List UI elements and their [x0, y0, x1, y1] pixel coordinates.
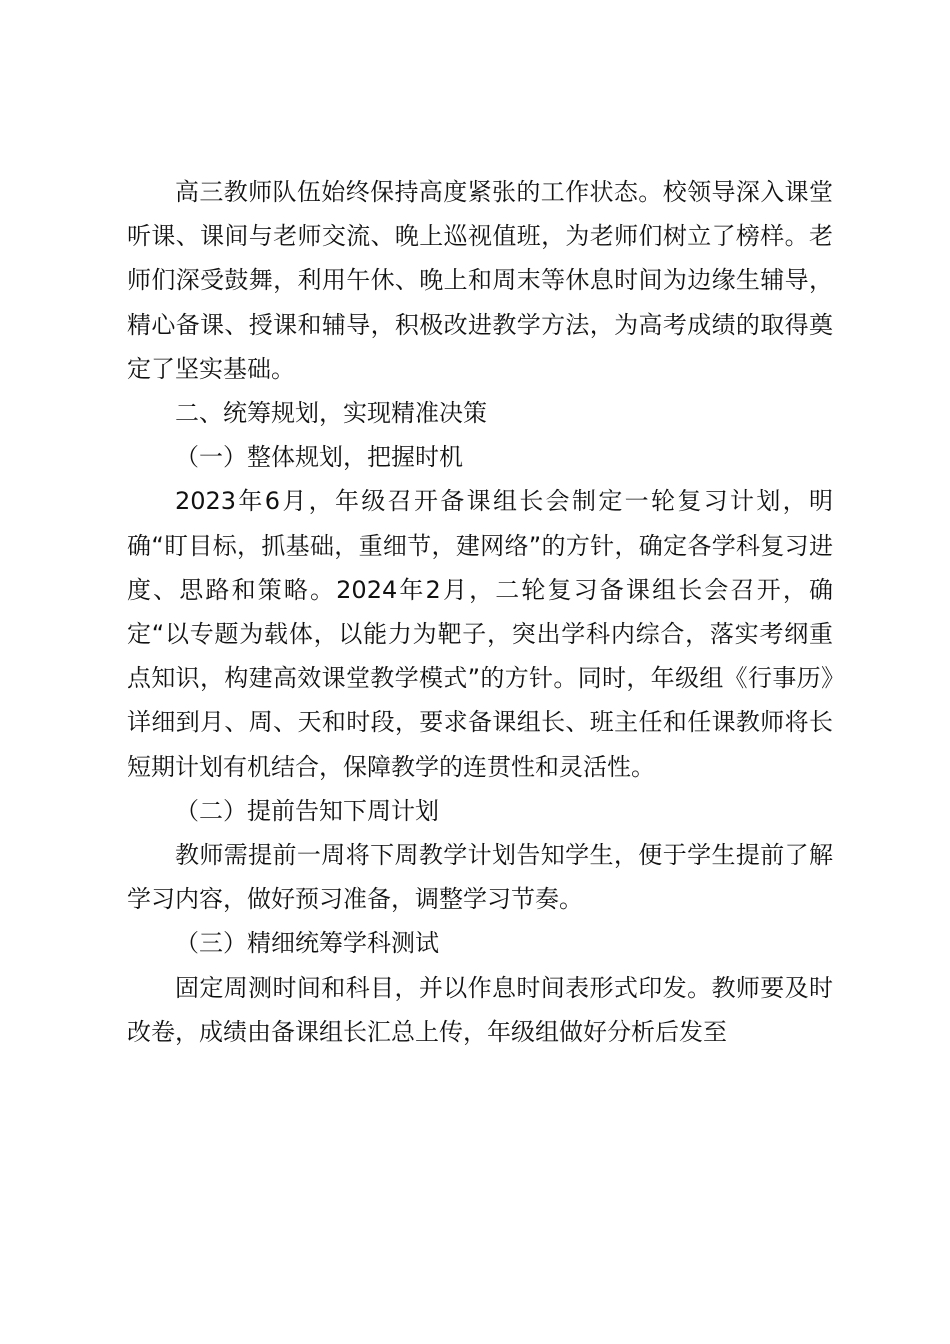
paragraph-teacher-status: 高三教师队伍始终保持高度紧张的工作状态。校领导深入课堂听课、课间与老师交流、晚上巡视值班，为老师们树立了榜样。老师们深受鼓舞，利用午休、晚上和周末等休息时间为边缘生辅导，精心备课、授课和辅导，积极改进教学方法，为高考成绩的取得奠定了坚实基础。 — [127, 178, 833, 383]
document-body — [127, 170, 833, 1054]
paragraph-review-plans: 2023年6月，年级召开备课组长会制定一轮复习计划，明确“盯目标，抓基础，重细节，建网络”的方针，确定各学科复习进度、思路和策略。2024年2月，二轮复习备课组长会召开，确定“以专题为载体，以能力为靶子，突出学科内综合，落实考纲重点知识，构建高效课堂教学模式”的方针。同时，年级组《行事历》详细到月、周、天和时段，要求备课组长、班主任和任课教师将长短期计划有机结合，保障教学的连贯性和灵活性。 — [127, 487, 833, 781]
subheading-subject-tests: （三）精细统筹学科测试 — [175, 929, 439, 958]
paragraph-weekly-plan: 教师需提前一周将下周教学计划告知学生，便于学生提前了解学习内容，做好预习准备，调整学习节奏。 — [127, 841, 833, 914]
subheading-overall-planning: （一）整体规划，把握时机 — [175, 443, 463, 472]
subheading-weekly-plan: （二）提前告知下周计划 — [175, 796, 439, 825]
section-heading-planning: 二、统筹规划，实现精准决策 — [175, 399, 487, 428]
paragraph-subject-tests: 固定周测时间和科目，并以作息时间表形式印发。教师要及时改卷，成绩由备课组长汇总上传，年级组做好分析后发至 — [127, 973, 833, 1046]
